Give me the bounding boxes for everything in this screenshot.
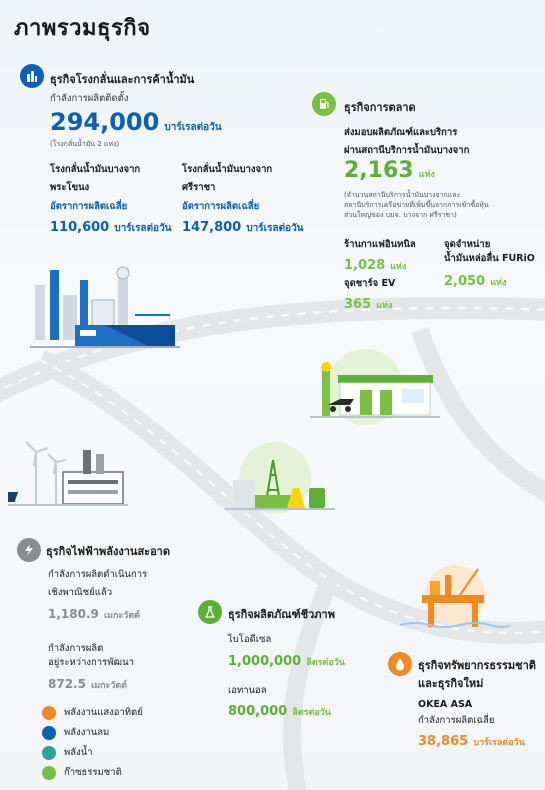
bio-plant-illustration [225, 440, 335, 520]
resources-company: OKEA ASA [418, 699, 473, 710]
legend-label: พลังงานแสงอาทิตย์ [64, 707, 143, 718]
refinery-icon [20, 64, 44, 88]
legend-hydro [42, 745, 93, 760]
marketing-stations [344, 158, 435, 183]
stations-note-line3: ส่วนใหญ่ของ บมจ. บางจาก ศรีราชา) [344, 211, 457, 219]
plant-rate-label: อัตราการผลิตเฉลี่ย [182, 201, 260, 212]
resources-rate-label: กำลังการผลิตเฉลี่ย [418, 715, 495, 726]
refinery-capacity [50, 108, 222, 136]
bio-biodiesel [228, 650, 345, 669]
water-icon [42, 746, 56, 760]
plant-rate-unit: บาร์เรลต่อวัน [246, 223, 304, 234]
power-operating-label-line1: กำลังการผลิตดำเนินการ [48, 569, 148, 580]
fuel-pump-icon [312, 92, 336, 116]
item-unit: แห่ง [490, 278, 507, 288]
power-plant-illustration [8, 432, 128, 512]
resources-unit: บาร์เรลต่อวัน [473, 738, 525, 748]
bio-heading: ธุรกิจผลิตภัณฑ์ชีวภาพ [228, 608, 335, 621]
stations-unit: แห่ง [418, 170, 435, 180]
legend-label: ก๊าซธรรมชาติ [64, 767, 122, 778]
item-label-line2: น้ำมันหล่อลื่น FURiO [444, 253, 535, 264]
plant-name-line1: โรงกลั่นน้ำมันบางจาก [50, 164, 141, 175]
plant-rate-label: อัตราการผลิตเฉลี่ย [50, 201, 128, 212]
power-operating-label-line2: เชิงพาณิชย์แล้ว [48, 587, 113, 598]
dev-value: 872.5 [48, 677, 86, 691]
legend-label: พลังน้ำ [64, 747, 93, 758]
item-value: 2,050 [444, 274, 486, 289]
item-value: 365 [344, 297, 372, 312]
bio-ethanol [228, 700, 331, 719]
refinery-capacity-unit: บาร์เรลต่อวัน [164, 122, 222, 133]
marketing-desc-line2: ผ่านสถานีบริการน้ำมันบางจาก [344, 145, 470, 156]
plant-rate-value: 110,600 [50, 220, 110, 235]
marketing-item-coffee [344, 238, 416, 273]
refinery-illustration [30, 255, 180, 355]
item-value: 1,028 [344, 258, 386, 273]
bio-item-label: ไบโอดีเซล [228, 634, 272, 645]
plant-name-line2: พระโขนง [50, 182, 90, 193]
sun-icon [42, 706, 56, 720]
wind-icon [42, 726, 56, 740]
power-heading: ธุรกิจไฟฟ้าพลังงานสะอาด [46, 545, 170, 558]
refinery-capacity-label: กำลังการผลิตติดตั้ง [50, 93, 129, 104]
power-dev [48, 673, 127, 692]
item-label: จุดชาร์จ EV [344, 278, 396, 289]
legend-wind [42, 725, 109, 740]
operating-value: 1,180.9 [48, 607, 99, 621]
legend-solar [42, 705, 143, 720]
bio-unit: ลิตรต่อวัน [292, 708, 331, 718]
bio-item-label: เอทานอล [228, 685, 267, 696]
item-label: ร้านกาแฟอินทนิล [344, 239, 416, 250]
oil-drop-icon [388, 652, 412, 676]
plant-name-line2: ศรีราชา [182, 182, 216, 193]
resources-heading-line1: ธุรกิจทรัพยากรธรรมชาติ [418, 659, 536, 672]
plant-rate-unit: บาร์เรลต่อวัน [114, 223, 172, 234]
item-unit: แห่ง [376, 301, 393, 311]
resources-value: 38,865 [418, 734, 469, 749]
lightning-icon [17, 538, 41, 562]
marketing-item-ev [344, 277, 395, 312]
marketing-heading: ธุรกิจการตลาด [344, 101, 416, 114]
item-label-line1: จุดจำหน่าย [444, 239, 491, 250]
power-operating [48, 603, 140, 622]
plant-phrakhanong [50, 163, 185, 236]
plant-name-line1: โรงกลั่นน้ำมันบางจาก [182, 164, 273, 175]
offshore-platform-illustration [400, 565, 510, 635]
refinery-capacity-note: (โรงกลั่นน้ำมัน 2 แห่ง) [50, 140, 120, 148]
legend-gas [42, 765, 122, 780]
plant-sriracha [182, 163, 317, 236]
resources-rate [418, 730, 525, 749]
bio-unit: ลิตรต่อวัน [306, 658, 345, 668]
flask-icon [198, 600, 222, 624]
plant-rate-value: 147,800 [182, 220, 242, 235]
gas-station-illustration [310, 345, 440, 425]
legend-label: พลังงานลม [64, 727, 110, 738]
marketing-desc-line1: ส่งมอบผลิตภัณฑ์และบริการ [344, 127, 458, 138]
bio-value: 1,000,000 [228, 654, 302, 669]
marketing-item-furio [444, 238, 535, 289]
page-title: ภาพรวมธุรกิจ [14, 16, 151, 41]
operating-unit: เมกะวัตต์ [103, 611, 141, 621]
power-dev-label-line1: กำลังการผลิต [48, 643, 104, 654]
stations-note-line1: (จำนวนสถานีบริการน้ำมันบางจากและ [344, 191, 461, 199]
bio-value: 800,000 [228, 704, 288, 719]
resources-heading-line2: และธุรกิจใหม่ [418, 677, 484, 690]
dev-unit: เมกะวัตต์ [91, 681, 128, 691]
stations-note-line2: สถานีบริการเครือข่ายที่เพิ่มขึ้นจากการเข้าซื้อหุ้น [344, 201, 489, 209]
refinery-capacity-value: 294,000 [50, 108, 160, 136]
power-dev-label-line2: อยู่ระหว่างการพัฒนา [48, 657, 134, 668]
stations-value: 2,163 [344, 158, 414, 183]
flame-icon [42, 766, 56, 780]
refinery-heading: ธุรกิจโรงกลั่นและการค้าน้ำมัน [50, 73, 195, 86]
item-unit: แห่ง [390, 262, 407, 272]
